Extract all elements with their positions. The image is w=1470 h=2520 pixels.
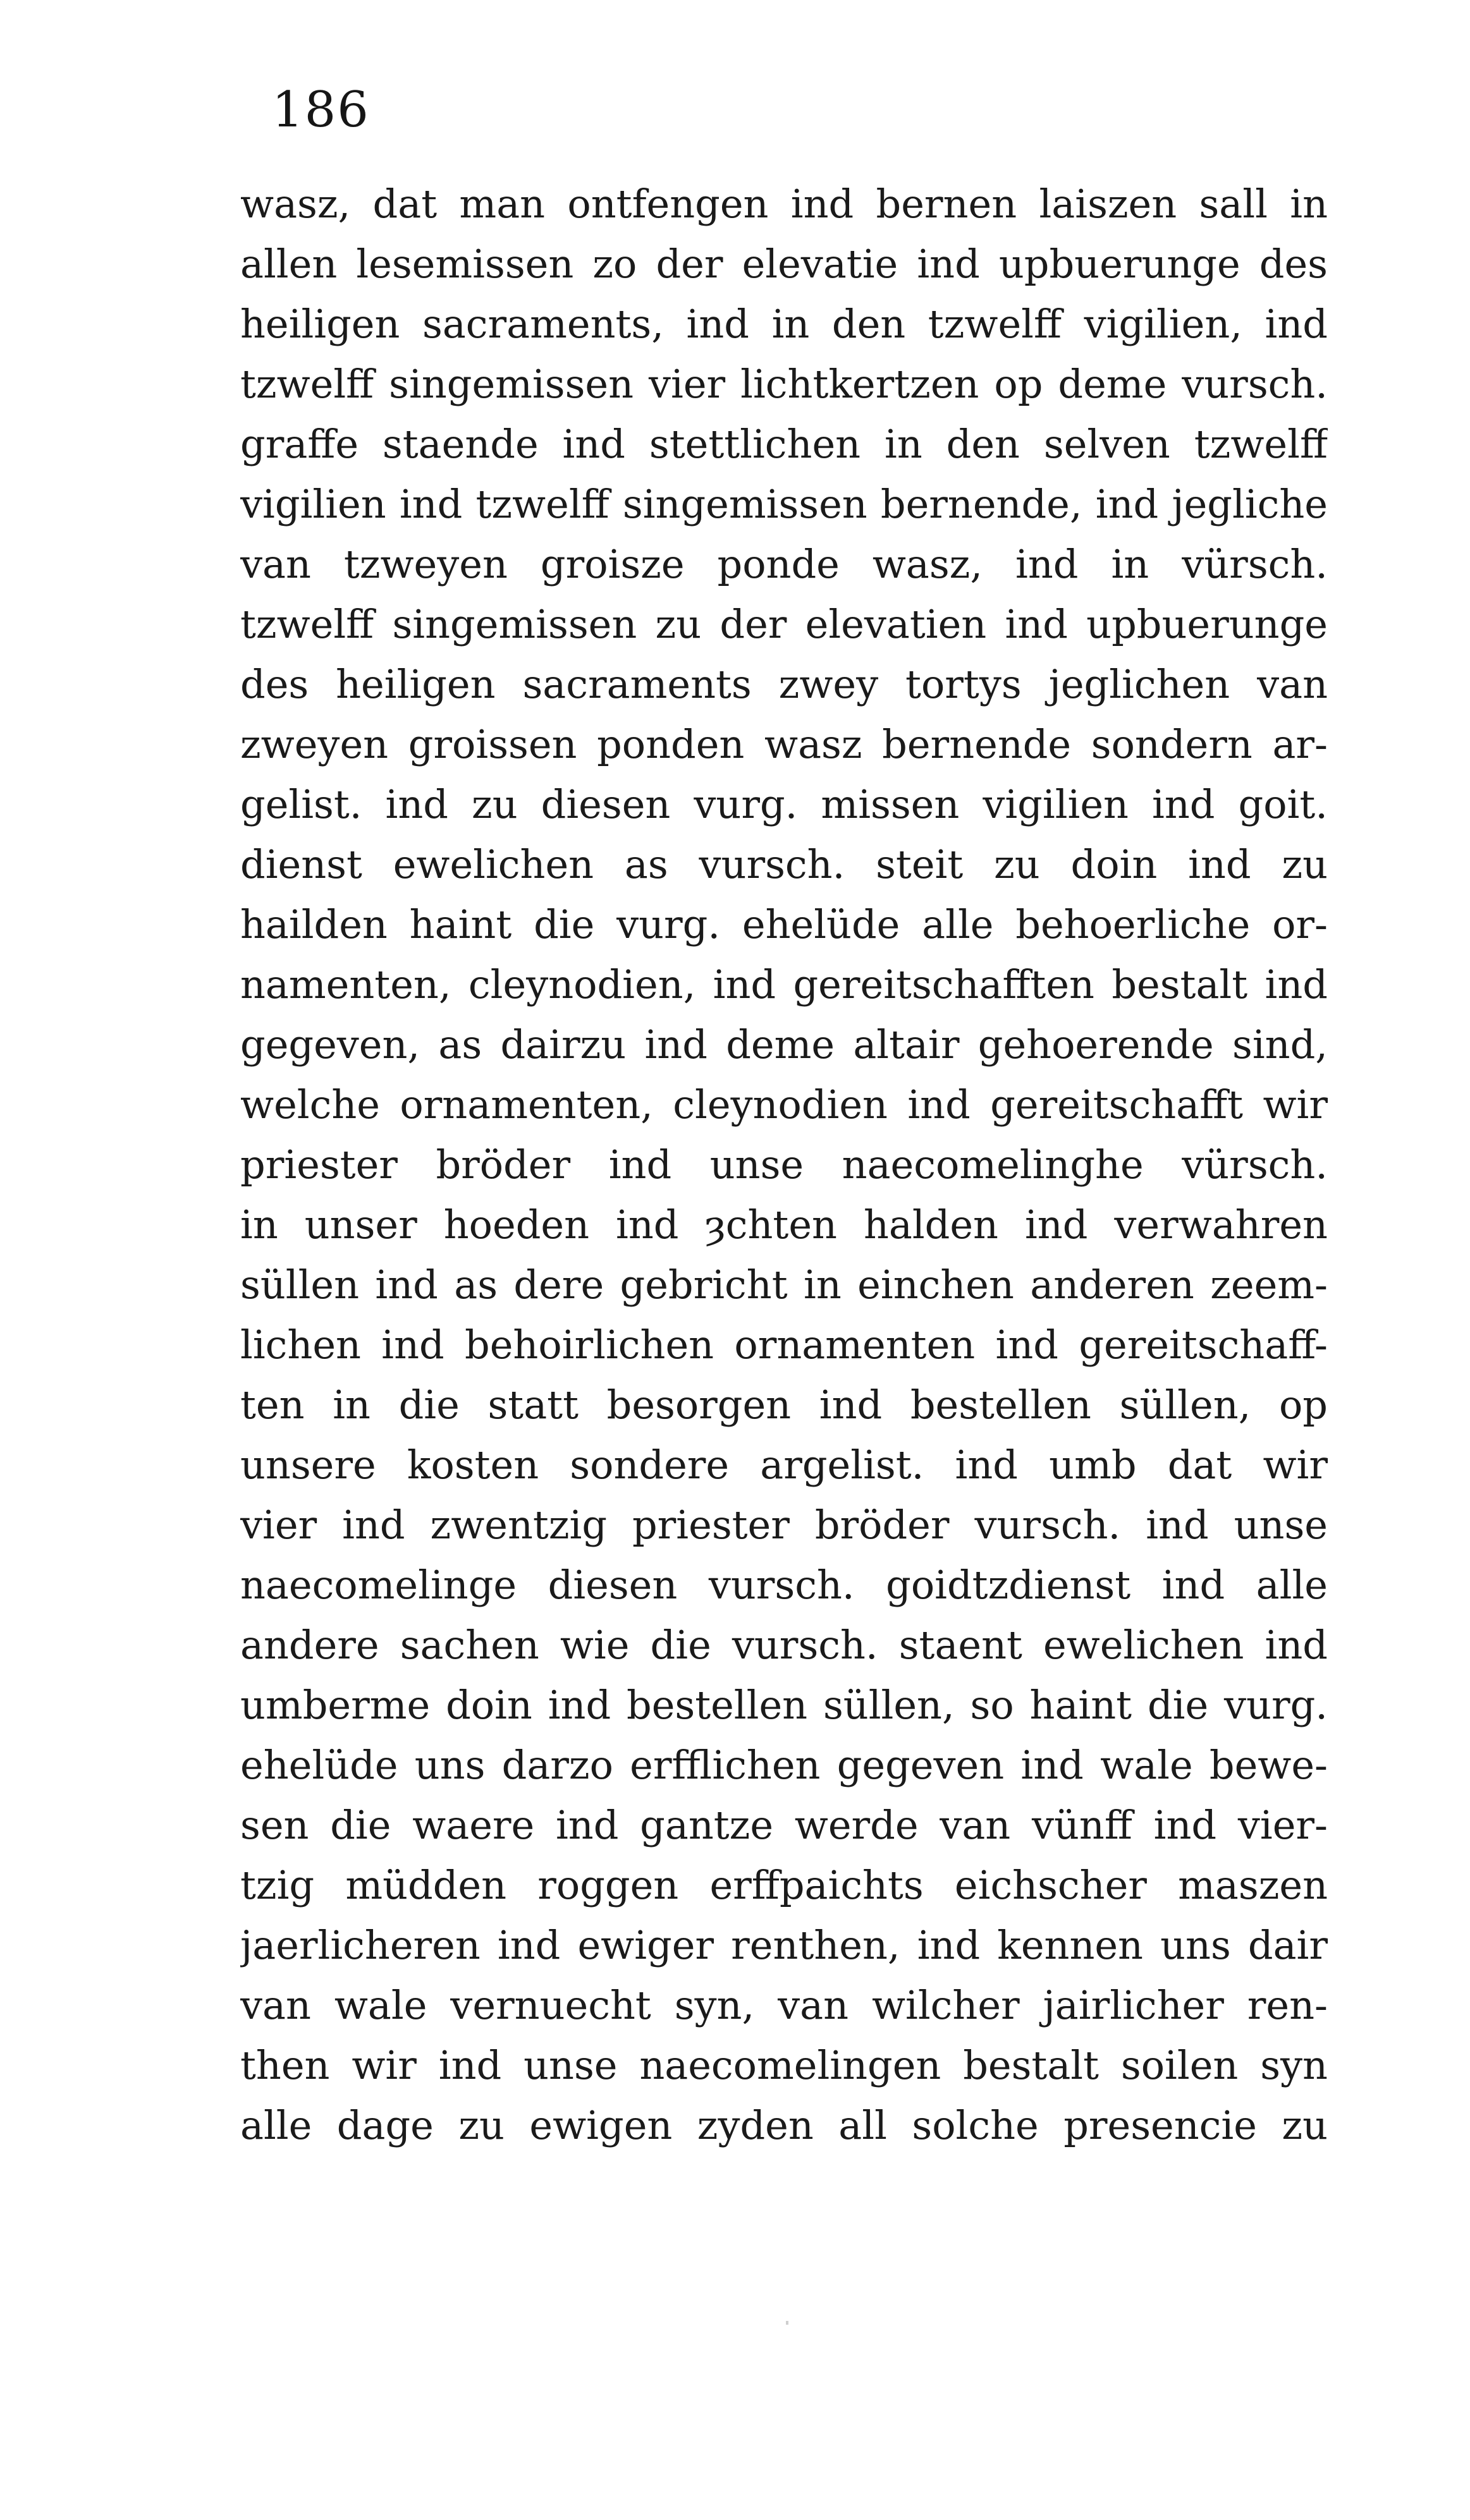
text-line: graffe staende ind stettlichen in den selven tzwelff	[240, 421, 1328, 467]
text-line: hailden haint die vurg. ehelüde alle behoerliche or-	[240, 901, 1328, 947]
text-line: allen lesemissen zo der elevatie ind upbuerunge des	[240, 241, 1328, 287]
text-line: ten in die statt besorgen ind bestellen süllen, op	[240, 1382, 1328, 1428]
text-line: alle dage zu ewigen zyden all solche presencie zu	[240, 2102, 1328, 2148]
text-line: ehelüde uns darzo erfflichen gegeven ind wale bewe-	[240, 1742, 1328, 1788]
text-line: zweyen groissen ponden wasz bernende sondern ar-	[240, 721, 1328, 767]
text-line: dienst ewelichen as vursch. steit zu doin ind zu	[240, 841, 1328, 887]
text-line: van tzweyen groisze ponde wasz, ind in vürsch.	[240, 541, 1328, 587]
text-line: heiligen sacraments, ind in den tzwelff vigilien, ind	[240, 301, 1328, 347]
text-line: süllen ind as dere gebricht in einchen anderen zeem-	[240, 1262, 1328, 1308]
text-line: gelist. ind zu diesen vurg. missen vigilien ind goit.	[240, 781, 1328, 827]
text-line: vigilien ind tzwelff singemissen bernende, ind jegliche	[240, 481, 1328, 527]
text-line: tzwelff singemissen vier lichtkertzen op deme vursch.	[240, 361, 1328, 407]
text-line: tzig müdden roggen erffpaichts eichscher maszen	[240, 1862, 1328, 1908]
text-line: jaerlicheren ind ewiger renthen, ind kennen uns dair	[240, 1922, 1328, 1968]
text-line: gegeven, as dairzu ind deme altair gehoerende sind,	[240, 1021, 1328, 1068]
scan-speck	[786, 2321, 788, 2325]
text-line: wasz, dat man ontfengen ind bernen laiszen sall in	[240, 181, 1328, 227]
text-line: naecomelinge diesen vursch. goidtzdienst ind alle	[240, 1562, 1328, 1608]
text-line: namenten, cleynodien, ind gereitschafften bestalt ind	[240, 961, 1328, 1007]
text-line: vier ind zwentzig priester bröder vursch. ind unse	[240, 1502, 1328, 1548]
text-line: priester bröder ind unse naecomelinghe vürsch.	[240, 1141, 1328, 1188]
text-line: welche ornamenten, cleynodien ind gereitschafft wir	[240, 1081, 1328, 1128]
text-line: van wale vernuecht syn, van wilcher jairlicher ren-	[240, 1982, 1328, 2028]
page-number: 186	[272, 82, 370, 138]
text-line: andere sachen wie die vursch. staent ewelichen ind	[240, 1622, 1328, 1668]
text-line: sen die waere ind gantze werde van vünff ind vier-	[240, 1802, 1328, 1848]
text-line: then wir ind unse naecomelingen bestalt soilen syn	[240, 2042, 1328, 2088]
text-line: lichen ind behoirlichen ornamenten ind gereitschaff-	[240, 1322, 1328, 1368]
text-line: tzwelff singemissen zu der elevatien ind upbuerunge	[240, 601, 1328, 647]
text-line: in unser hoeden ind ȝchten halden ind verwahren	[240, 1202, 1328, 1248]
body-text	[240, 174, 1328, 2155]
text-line: umberme doin ind bestellen süllen, so haint die vurg.	[240, 1682, 1328, 1728]
text-line: des heiligen sacraments zwey tortys jeglichen van	[240, 661, 1328, 707]
text-line: unsere kosten sondere argelist. ind umb dat wir	[240, 1442, 1328, 1488]
